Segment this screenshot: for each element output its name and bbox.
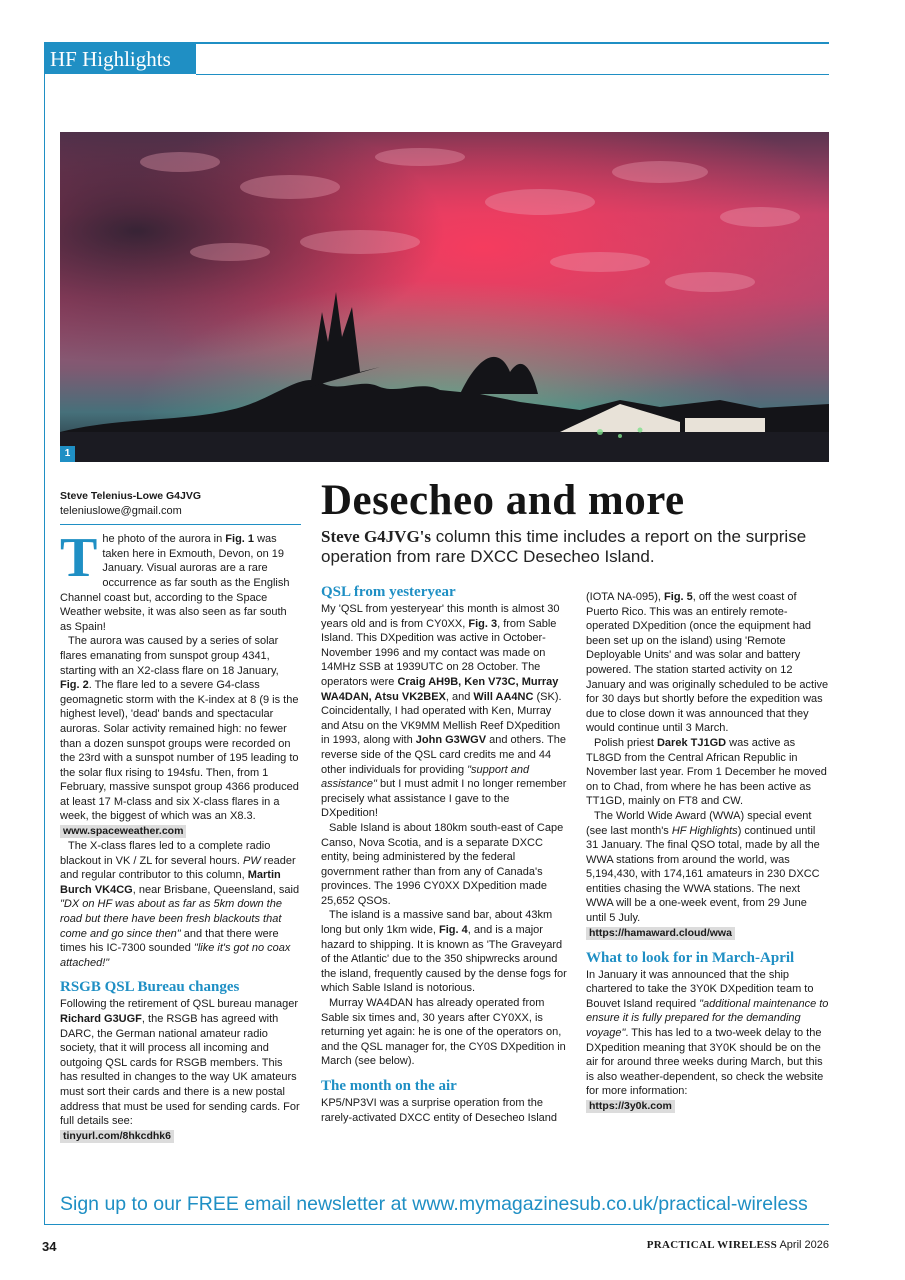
text: The island is a massive sand bar, about 43km long but only 1km wide, (321, 909, 553, 937)
text: My 'QSL from yesteryear' this month is almost 30 years old and is from CY0XX, (321, 603, 560, 630)
author-email[interactable]: teleniuslowe@gmail.com (60, 504, 182, 517)
text: , and (445, 690, 474, 703)
text: The X-class flares led to a complete radio blackout in VK / ZL for several hours. (60, 840, 271, 867)
paragraph (586, 968, 830, 1099)
paragraph (586, 590, 830, 736)
text: Polish priest (594, 736, 657, 749)
frame-left-rule (44, 42, 45, 1224)
text: ) continued until 31 January. The final QSO total, made by all the WWA stations from around the world, was 5,194,430, with 174,161 amateurs in 230 DXCC entities chasing the WWA stations. The next WWA will be a one-week event, from 29 June until 5 July. (586, 824, 820, 925)
issue-date: April 2026 (779, 1239, 829, 1251)
callsign: Darek TJ1GD (656, 736, 727, 749)
spaceweather-link[interactable]: www.spaceweather.com (60, 825, 186, 838)
text: The aurora was caused by a series of solar flares emanating from sunspot group 4341, starting with an X2-class flare on 18 January, (60, 635, 279, 677)
paragraph: KP5/NP3VI was a surprise operation from the rarely-activated DXCC entity of Desecheo Island (321, 1097, 557, 1124)
text: he photo of the aurora in (102, 533, 226, 546)
section-title: HF Highlights (44, 44, 196, 74)
figure-ref: Fig. 5 (664, 591, 693, 603)
text: was taken here in Exmouth, Devon, on 19 January. Visual auroras are a rare occurrence as far south as the English Channel coast but, according to the Space Weather website, it was also seen as far south as Spain! (60, 533, 290, 633)
text: , near Brisbane, Queensland, said (132, 883, 300, 896)
text: and others. The reverse side of the QSL card credits me and 44 other individuals for providing (321, 734, 566, 776)
text: but I must admit I no longer remember precisely what assistance I gave to the DXpedition! (321, 778, 567, 820)
text: and that there were times his IC-7300 sounded (60, 927, 279, 955)
callsign: Martin Burch VK4CG (60, 869, 281, 896)
figure-number-badge: 1 (60, 446, 75, 462)
paragraph (321, 602, 567, 821)
column-2 (321, 583, 567, 1125)
quote: "support and assistance" (321, 763, 530, 791)
quote: "like it's got no coax attached!" (60, 942, 291, 969)
standfirst-text: column this time includes a report on the surprise operation from rare DXCC Desecheo Island. (321, 527, 807, 566)
text: , and is a major hazard to shipping. It is known as 'The Graveyard of the Atlantic' due to the 350 shipwrecks around the island, frequently caused by the dense fogs for which Sable Island is notorious. (321, 924, 567, 995)
magazine-name: PRACTICAL WIRELESS (646, 1239, 777, 1251)
paragraph (586, 809, 830, 926)
hamaward-link[interactable]: https://hamaward.cloud/wwa (586, 927, 735, 940)
text: . This has led to a two-week delay to the DXpedition meaning that 3Y0K should be on the air for around three weeks during March, but this is also weather-dependent, so check the website for more information: (586, 1027, 824, 1098)
author-name: Steve Telenius-Lowe G4JVG (60, 490, 202, 502)
article-headline: Desecheo and more (321, 477, 685, 524)
quote: "additional maintenance to ensure it is fully prepared for the demanding voyage" (586, 997, 829, 1040)
aurora-photo (60, 132, 829, 462)
newsletter-banner[interactable]: Sign up to our FREE email newsletter at www.mymagazinesub.co.uk/practical-wireless (60, 1193, 808, 1215)
quote: "DX on HF was about as far as 5km down the road but there have been fresh blackouts that come and go since then" (60, 898, 282, 940)
subheading-march-april: What to look for in March-April (586, 949, 795, 966)
figure-ref: Fig. 4 (439, 924, 468, 937)
text: was active as TL8GD from the Central African Republic in November last year. From 1 December he moved on to Chad, from where he has been active as TT1GD, mainly on FT8 and CW. (586, 736, 827, 808)
header-rule (196, 74, 829, 75)
text: , the RSGB has agreed with DARC, the German national amateur radio society, that it will process all incoming and outgoing QSL cards for RSGB members. This has resulted in changes to the way UK amateurs must sort their cards and there is a new postal address that must be used for sending cards. For full details see: (60, 1013, 300, 1128)
subheading-month-on-air: The month on the air (321, 1078, 457, 1094)
paragraph: Sable Island is about 180km south-east of Cape Canso, Nova Scotia, and is a separate DXCC entity, being administered by the federal government rather than from any of Canada's provinces. The 1996 CY0XX DXpedition made 25,652 QSOs. (321, 821, 564, 907)
drop-cap: T (60, 527, 98, 590)
text: (IOTA NA-095), (586, 591, 665, 603)
column-3 (586, 590, 830, 1114)
figure-ref: Fig. 1 (225, 533, 255, 546)
newsletter-rule (44, 1224, 829, 1225)
paragraph (586, 736, 830, 809)
text: PW (243, 854, 261, 867)
paragraph (60, 527, 301, 634)
article-standfirst (321, 527, 831, 567)
paragraph (60, 997, 301, 1128)
text: Following the retirement of QSL bureau manager (60, 998, 299, 1011)
subheading-rsgb-bureau: RSGB QSL Bureau changes (60, 979, 240, 996)
callsign: John G3WGV (415, 734, 487, 747)
callsign: Will AA4NC (473, 690, 534, 703)
paragraph (60, 634, 301, 824)
column-1 (60, 489, 301, 1144)
text: , off the west coast of Puerto Rico. This was an entirely remote-operated DXpedition (once the equipment had been set up on the island) using 'Remote Deployable Units' and was solar and battery powered. The station started activity on 12 January and was originally scheduled to be active for 30 days but shortly before the expedition was due to close down it was announced that they would continue until 3 March. (586, 591, 829, 735)
text: . The flare led to a severe G4-class geomagnetic storm with the K-index at 8 (9 is the highest level), 'dead' bands and spectacular auroras. Solar activity remained high: no fewer than a dozen sunspot groups were recorded on the 23rd with a sunspot number of 195 leading to the solar flux rising to 194sfu. Then, from 1 February, massive sunspot group 4366 produced at least 17 M-class and six X-class flares in a week, the biggest of which was an X8.3. (60, 679, 299, 823)
standfirst-author: Steve G4JVG's (321, 527, 432, 546)
author-rule (60, 524, 301, 525)
subheading-qsl-yesteryear: QSL from yesteryear (321, 584, 456, 600)
callsign: Craig AH9B, Ken V73C, Murray WA4DAN, Atsu VK2BEX (321, 675, 559, 703)
3y0k-link[interactable]: https://3y0k.com (586, 1100, 675, 1113)
aurora-illustration (60, 132, 829, 462)
text: , from Sable Island. This DXpedition was active in October-November 1996 and my contact was made on 14MHz SSB at 1939UTC on 28 October. The operators were (321, 617, 557, 688)
paragraph: Murray WA4DAN has already operated from Sable six times and, 30 years after CY0XX, is returning yet again: he is one of the operators on, and the QSL manager for, the CY0S DXpedition in March (see below). (321, 997, 566, 1068)
callsign: Richard G3UGF (60, 1013, 142, 1025)
page-number: 34 (42, 1239, 57, 1254)
paragraph (60, 839, 301, 970)
tinyurl-link[interactable]: tinyurl.com/8hkcdhk6 (60, 1130, 174, 1143)
text: The World Wide Award (WWA) special event (see last month's (586, 809, 812, 837)
figure-ref: Fig. 3 (468, 617, 498, 630)
text: In January it was announced that the ship chartered to take the 3Y0K DXpedition team to Bouvet Island required (586, 968, 814, 1010)
paragraph (321, 908, 567, 996)
text: reader and regular contributor to this column, (60, 854, 296, 882)
footer-masthead (647, 1239, 829, 1251)
text: HF Highlights (671, 824, 738, 837)
figure-ref: Fig. 2 (60, 679, 89, 692)
text: (SK). Coincidentally, I had operated with Ken, Murray and Atsu on the VK9MM Mellish Reef DXpedition in 1993, along with (321, 690, 562, 747)
